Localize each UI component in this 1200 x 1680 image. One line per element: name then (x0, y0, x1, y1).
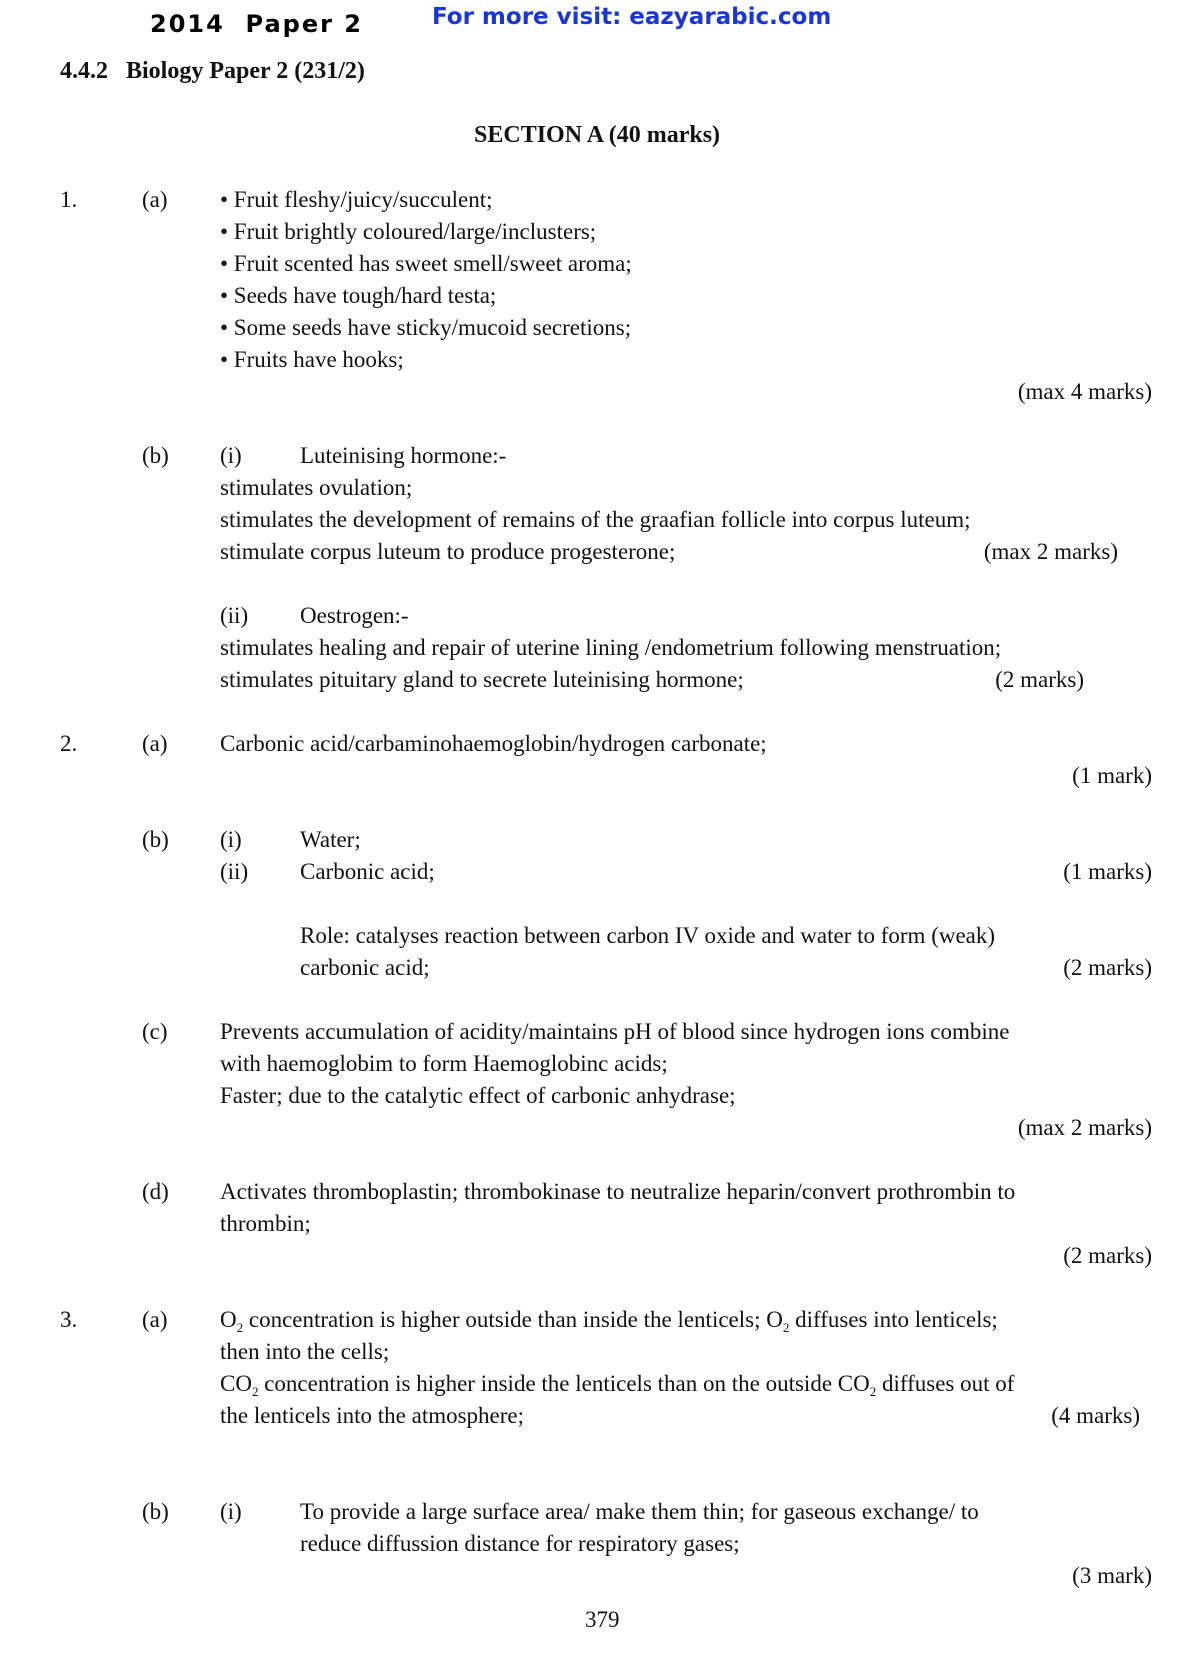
q3a-line-1: $O_2$ concentration is higher outside than inside the lenticels; $O_2$ diffuses into lenticels; (220, 1307, 998, 1335)
q3-part-b-label: (b) (142, 1499, 169, 1524)
q2c-marks: (max 2 marks) (1017, 1115, 1152, 1140)
q1b-i-label: (i) (220, 443, 242, 468)
q3b-i-line: To provide a large surface area/ make them thin; for gaseous exchange/ to (300, 1499, 979, 1524)
q2b-i-label: (i) (220, 827, 242, 852)
q1b-ii-line: stimulates healing and repair of uterine lining /endometrium following menstruation; (220, 635, 1002, 660)
q1b-i-line: stimulates ovulation; (220, 475, 413, 500)
q1b-ii-marks: (2 marks) (995, 667, 1084, 692)
q1-part-b-label: (b) (142, 443, 169, 468)
q1b-ii-label: (ii) (220, 603, 249, 628)
q3a-line-4: the lenticels into the atmosphere; (220, 1403, 525, 1428)
q2a-text: Carbonic acid/carbaminohaemoglobin/hydrogen carbonate; (220, 731, 767, 756)
q1a-item: • Some seeds have sticky/mucoid secretions; (220, 315, 632, 340)
q1a-item: • Seeds have tough/hard testa; (220, 283, 497, 308)
q3a-line-2: then into the cells; (220, 1339, 390, 1364)
q3b-i-label: (i) (220, 1499, 242, 1524)
q2b-i-text: Water; (300, 827, 361, 852)
q1b-i-line: stimulates the development of remains of the graafian follicle into corpus luteum; (220, 507, 971, 532)
q1b-i-marks: (max 2 marks) (983, 539, 1118, 564)
q1a-item: • Fruit scented has sweet smell/sweet aroma; (220, 251, 632, 276)
q1-part-a-label: (a) (142, 187, 168, 212)
question-2-number: 2. (60, 731, 78, 756)
q1a-marks: (max 4 marks) (1017, 379, 1152, 404)
q1a-item: • Fruits have hooks; (220, 347, 404, 372)
document-title: 4.4.2 Biology Paper 2 (231/2) (60, 58, 365, 84)
q2b-ii-marks: (1 marks) (1063, 859, 1152, 884)
q2d-line: thrombin; (220, 1211, 311, 1236)
q2-part-c-label: (c) (142, 1019, 168, 1044)
q2d-line: Activates thromboplastin; thrombokinase to neutralize heparin/convert prothrombin to (220, 1179, 1016, 1204)
page-number: 379 (585, 1607, 620, 1632)
q2b-ii-text: Carbonic acid; (300, 859, 435, 884)
q1a-item: • Fruit fleshy/juicy/succulent; (220, 187, 493, 212)
question-3-number: 3. (60, 1307, 78, 1332)
q2c-line: with haemoglobim to form Haemoglobinc acids; (220, 1051, 668, 1076)
q2-part-d-label: (d) (142, 1179, 169, 1204)
q2c-line: Faster; due to the catalytic effect of carbonic anhydrase; (220, 1083, 736, 1108)
q3b-marks: (3 mark) (1072, 1563, 1152, 1588)
q2c-line: Prevents accumulation of acidity/maintains pH of blood since hydrogen ions combine (220, 1019, 1010, 1044)
q1b-ii-line: stimulates pituitary gland to secrete luteinising hormone; (220, 667, 744, 692)
q2b-role-line: carbonic acid; (300, 955, 430, 980)
q1b-ii-title: Oestrogen:- (300, 603, 409, 628)
paper-label: 2014 Paper 2 (150, 10, 363, 38)
q2a-marks: (1 mark) (1072, 763, 1152, 788)
q1b-i-line: stimulate corpus luteum to produce progesterone; (220, 539, 676, 564)
q1b-i-title: Luteinising hormone:- (300, 443, 507, 468)
q3b-i-line: reduce diffussion distance for respiratory gases; (300, 1531, 740, 1556)
question-1-number: 1. (60, 187, 78, 212)
q3-part-a-label: (a) (142, 1307, 168, 1332)
q2d-marks: (2 marks) (1063, 1243, 1152, 1268)
q2-part-a-label: (a) (142, 731, 168, 756)
q2-part-b-label: (b) (142, 827, 169, 852)
q3a-marks: (4 marks) (1051, 1403, 1140, 1428)
q2b-role-marks: (2 marks) (1063, 955, 1152, 980)
q3a-line-3: $CO_2$ concentration is higher inside the lenticels than on the outside $CO_2$ diffuses out of (220, 1371, 1015, 1399)
q2b-role-line: Role: catalyses reaction between carbon IV oxide and water to form (weak) (300, 923, 996, 948)
q2b-ii-label: (ii) (220, 859, 249, 884)
visit-link[interactable]: For more visit: eazyarabic.com (432, 4, 832, 30)
q1a-item: • Fruit brightly coloured/large/inclusters; (220, 219, 597, 244)
section-title: SECTION A (40 marks) (474, 122, 721, 148)
